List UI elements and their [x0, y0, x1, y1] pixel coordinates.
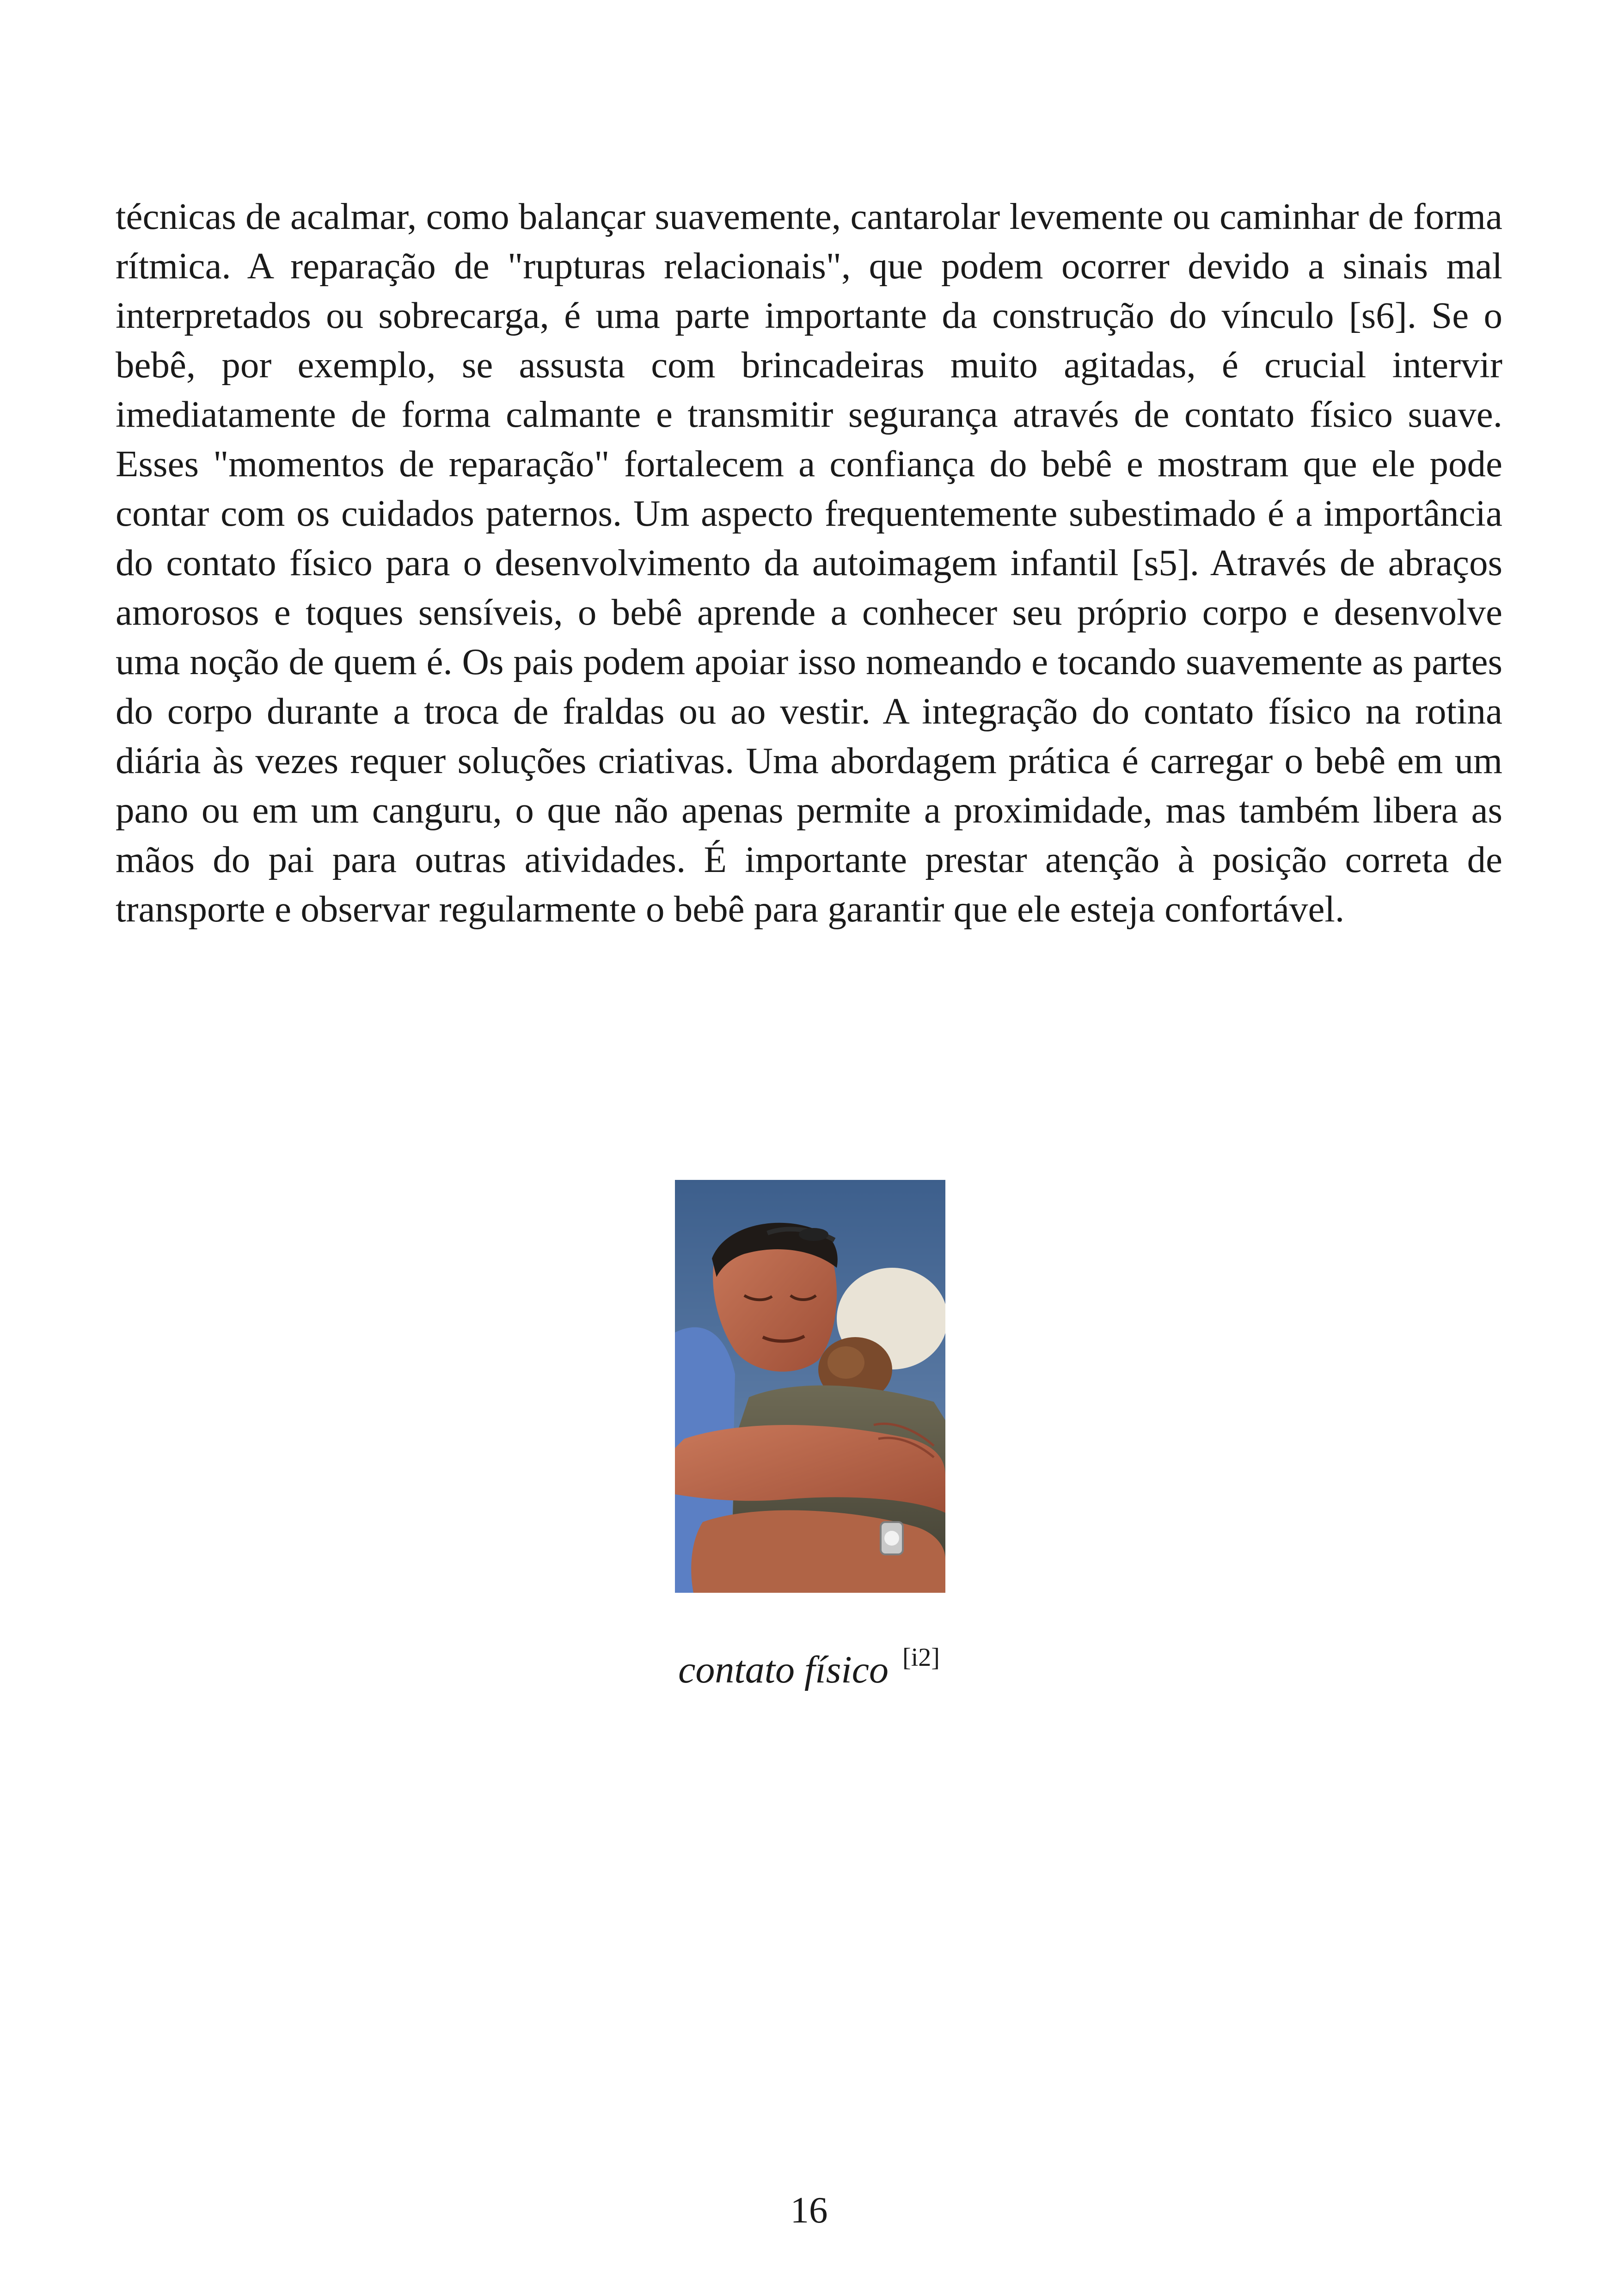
hug-photo — [675, 1180, 945, 1593]
body-paragraph: técnicas de acalmar, como balançar suavemente, cantarolar levemente ou caminhar de forma rítmica. A reparação de "rupturas relacionais", que podem ocorrer devido a sinais mal interpretados ou sobrecarga, é uma parte importante da construção do vínculo [s6]. Se o bebê, por exemplo, se assusta com brincadeiras muito agitadas, é crucial intervir imediatamente de forma calmante e transmitir segurança através de contato físico suave. Esses "momentos de reparação" fortalecem a confiança do bebê e mostram que ele pode contar com os cuidados paternos. Um aspecto frequentemente subestimado é a importância do contato físico para o desenvolvimento da autoimagem infantil [s5]. Através de abraços amorosos e toques sensíveis, o bebê aprende a conhecer seu próprio corpo e desenvolve uma noção de quem é. Os pais podem apoiar isso nomeando e tocando suavemente as partes do corpo durante a troca de fraldas ou ao vestir. A integração do contato físico na rotina diária às vezes requer soluções criativas. Uma abordagem prática é carregar o bebê em um pano ou em um canguru, o que não apenas permite a proximidade, mas também libera as mãos do pai para outras atividades. É importante prestar atenção à posição correta de transporte e observar regularmente o bebê para garantir que ele esteja confortável. — [116, 196, 1502, 930]
figure-caption — [0, 1632, 1618, 1695]
caption-reference: [i2] — [902, 1643, 940, 1672]
caption-text: contato físico — [678, 1648, 889, 1691]
page-number: 16 — [790, 2189, 828, 2231]
hug-photo-illustration — [675, 1180, 945, 1593]
